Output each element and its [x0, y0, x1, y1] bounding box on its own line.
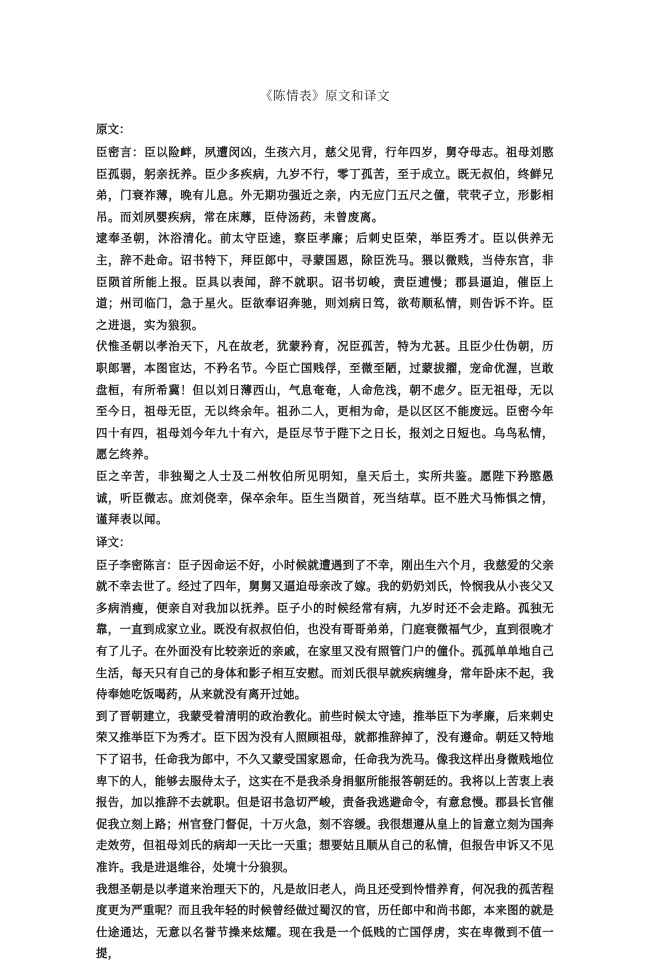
translation-paragraph: 臣子李密陈言：臣子因命运不好，小时候就遭遇到了不幸，刚出生六个月，我慈爱的父亲就不幸去世了。经过了四年，舅舅又逼迫母亲改了嫁。我的奶奶刘氏，怜悯我从小丧父又多病消瘦，便亲自对我加以抚养。臣子小的时候经常有病，九岁时还不会走路。孤独无靠，一直到成家立业。既没有叔叔伯伯，也没有哥哥弟弟，门庭衰微福气少，直到很晚才有了儿子。在外面没有比较亲近的亲戚，在家里又没有照管门户的僮仆。孤孤单单地自己生活，每天只有自己的身体和影子相互安慰。而刘氏很早就疾病缠身，常年卧床不起，我侍奉她吃饭喝药，从来就没有离开过她。 [96, 557, 554, 702]
original-paragraph: 伏惟圣朝以孝治天下，凡在故老，犹蒙矜育，况臣孤苦，特为尤甚。且臣少仕伪朝，历职郎署，本图宦达，不矜名节。今臣亡国贱俘，至微至陋，过蒙拔擢，宠命优渥，岂敢盘桓，有所希冀！但以刘日薄西山，气息奄奄，人命危浅，朝不虑夕。臣无祖母，无以至今日，祖母无臣，无以终余年。祖孙二人，更相为命，是以区区不能废远。臣密今年四十有四，祖母刘今年九十有六，是臣尽节于陛下之日长，报刘之日短也。乌鸟私情，愿乞终养。 [96, 339, 554, 462]
page-title: 《陈情表》原文和译文 [259, 88, 390, 103]
original-paragraph: 逮奉圣朝，沐浴清化。前太守臣逵，察臣孝廉；后刺史臣荣，举臣秀才。臣以供养无主，辞不赴命。诏书特下，拜臣郎中，寻蒙国恩，除臣洗马。猥以微贱，当侍东宫，非臣陨首所能上报。臣具以表闻，辞不就职。诏书切峻，责臣逋慢；郡县逼迫，催臣上道；州司临门，急于星火。臣欲奉诏奔驰，则刘病日笃，欲苟顺私情，则告诉不许。臣之进退，实为狼狈。 [96, 231, 554, 332]
translation-paragraph: 到了晋朝建立，我蒙受着清明的政治教化。前些时候太守逵，推举臣下为孝廉，后来刺史荣又推举臣下为秀才。臣下因为没有人照顾祖母，就都推辞掉了，没有遵命。朝廷又特地下了诏书，任命我为郎中，不久又蒙受国家恩命，任命我为洗马。像我这样出身微贱地位卑下的人，能够去服侍太子，这实在不是我杀身捐躯所能报答朝廷的。我将以上苦衷上表报告，加以推辞不去就职。但是诏书急切严峻，责备我逃避命令，有意怠慢。郡县长官催促我立刻上路；州官登门督促，十万火急，刻不容缓。我很想遵从皇上的旨意立刻为国奔走效劳，但祖母刘氏的病却一天比一天重；想要姑且顺从自己的私情，但报告申诉又不见准许。我是进退维谷，处境十分狼狈。 [96, 708, 554, 874]
original-paragraph: 臣之辛苦，非独蜀之人士及二州牧伯所见明知，皇天后土，实所共鉴。愿陛下矜愍愚诚，听臣微志。庶刘侥幸，保卒余年。臣生当陨首，死当结草。臣不胜犬马怖惧之情，谨拜表以闻。 [96, 468, 554, 527]
translation-paragraph: 我想圣朝是以孝道来治理天下的，凡是故旧老人，尚且还受到怜惜养育，何况我的孤苦程度更为严重呢？而且我年轻的时候曾经做过蜀汉的官，历任郎中和尚书郎，本来图的就是仕途通达，无意以名誉节操来炫耀。现在我是一个低贱的亡国俘虏，实在卑微到不值一提， [96, 881, 554, 961]
original-paragraph: 臣密言：臣以险衅，夙遭闵凶，生孩六月，慈父见背，行年四岁，舅夺母志。祖母刘愍臣孤弱，躬亲抚养。臣少多疾病，九岁不行，零丁孤苦，至于成立。既无叔伯，终鲜兄弟，门衰祚薄，晚有儿息。外无期功强近之亲，内无应门五尺之僮，茕茕孑立，形影相吊。而刘夙婴疾病，常在床蓐，臣侍汤药，未曾废离。 [96, 145, 554, 224]
original-label: 原文： [96, 122, 131, 136]
translation-label: 译文： [96, 534, 131, 549]
